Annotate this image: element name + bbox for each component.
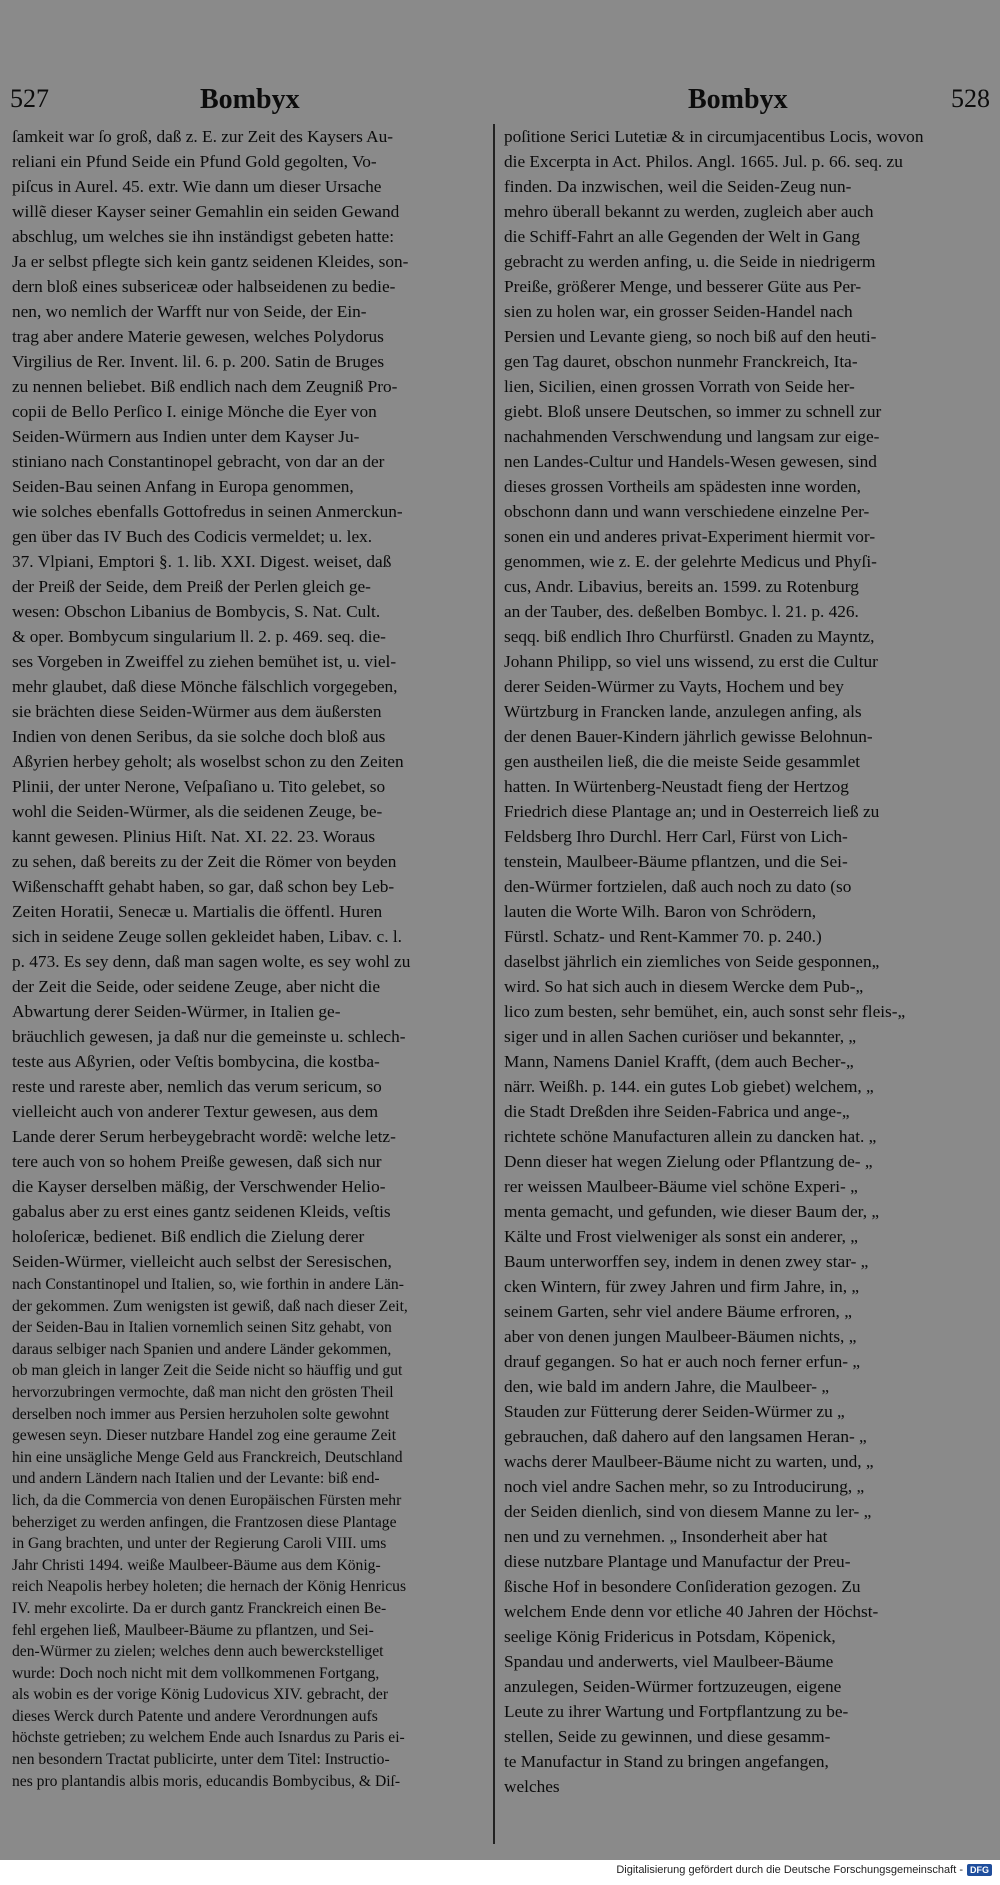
- column-rule: [493, 124, 495, 1844]
- text-line: den-Würmer fortzielen, daß auch noch zu dato (so: [504, 877, 852, 896]
- text-line: Jahr Christi 1494. weiße Maulbeer-Bäume aus dem König-: [12, 1556, 381, 1574]
- text-line: drauf gegangen. So hat er auch noch ferner erfun- „: [504, 1352, 861, 1371]
- text-line: 37. Vlpiani, Emptori §. 1. lib. XXI. Digest. weiset, daß: [12, 552, 392, 571]
- text-line: nachahmenden Verschwendung und langsam zur eige-: [504, 427, 880, 446]
- text-line: der denen Bauer-Kindern jährlich gewisse Belohnun-: [504, 727, 873, 746]
- text-line: Zeiten Horatii, Senecæ u. Martialis die öffentl. Huren: [12, 902, 383, 921]
- text-line: reich Neapolis herbey holeten; die hernach der König Henricus: [12, 1578, 407, 1596]
- text-line: stiniano nach Constantinopel gebracht, von dar an der: [12, 452, 385, 471]
- text-line: die Kayser derselben mäßig, der Verschwender Helio-: [12, 1177, 386, 1196]
- text-line: Friedrich diese Plantage an; und in Oesterreich ließ zu: [504, 802, 880, 821]
- text-line: wohl die Seiden-Würmer, als die seidenen Zeuge, be-: [12, 802, 383, 821]
- text-line: daselbst jährlich ein ziemliches von Seide gesponnen„: [504, 952, 880, 971]
- text-line: mehr glaubet, daß diese Mönche fälschlich vorgegeben,: [12, 677, 398, 696]
- text-line: Persien und Levante gieng, so noch biß auf den heuti-: [504, 327, 877, 346]
- text-line: wesen: Obschon Libanius de Bombycis, S. Nat. Cult.: [12, 602, 381, 621]
- text-line: beherziget zu werden anfingen, die Frantzosen diese Plantage: [12, 1513, 397, 1531]
- dfg-logo: DFG: [967, 1864, 992, 1876]
- text-line: Virgilius de Rer. Invent. lil. 6. p. 200. Satin de Bruges: [12, 352, 385, 371]
- text-line: holoſericæ, bedienet. Biß endlich die Zielung derer: [12, 1227, 365, 1246]
- text-line: p. 473. Es sey denn, daß man sagen wolte, es sey wohl zu: [12, 952, 411, 971]
- text-line: derselben noch immer aus Persien herzuholen solte gewohnt: [12, 1405, 390, 1423]
- text-line: Denn dieser hat wegen Zielung oder Pflantzung de- „: [504, 1152, 873, 1171]
- text-line: wird. So hat sich auch in diesem Wercke dem Pub-„: [504, 977, 864, 996]
- text-line: fehl ergehen ließ, Maulbeer-Bäume zu pflantzen, und Sei-: [12, 1621, 374, 1639]
- text-line: finden. Da inzwischen, weil die Seiden-Zeug nun-: [504, 177, 852, 196]
- text-line: in Gang brachten, und unter der Regierung Caroli VIII. ums: [12, 1535, 387, 1553]
- text-line: cken Wintern, für zwey Jahren und firm Jahre, in, „: [504, 1277, 860, 1296]
- text-line: abschlug, um welches sie ihn inständigst gebeten hatte:: [12, 227, 395, 246]
- text-line: giebt. Bloß unsere Deutschen, so immer zu schnell zur: [504, 402, 882, 421]
- text-line: seelige König Fridericus in Potsdam, Köpenick,: [504, 1627, 836, 1646]
- text-line: tenstein, Maulbeer-Bäume pflantzen, und die Sei-: [504, 852, 848, 871]
- text-line: und andern Ländern nach Italien und der Levante: biß end-: [12, 1470, 380, 1488]
- page-number-left: 527: [10, 84, 49, 113]
- text-line: teste aus Aßyrien, oder Veſtis bombycina, die kostba-: [12, 1052, 380, 1071]
- text-line: Kälte und Frost vielweniger als sonst ein anderer, „: [504, 1227, 858, 1246]
- text-line: zu sehen, daß bereits zu der Zeit die Römer von beyden: [12, 852, 397, 871]
- text-line: kannt gewesen. Plinius Hiſt. Nat. XI. 22. 23. Woraus: [12, 827, 376, 846]
- text-line: Seiden-Würmern aus Indien unter dem Kayser Ju-: [12, 427, 360, 446]
- text-line: höchste getrieben; zu welchem Ende auch Isnardus zu Paris ei-: [12, 1729, 405, 1747]
- text-line: dern bloß eines subsericeæ oder halbseidenen zu bedie-: [12, 277, 396, 296]
- text-column-left: [12, 124, 484, 1846]
- text-line: der gekommen. Zum wenigsten ist gewiß, daß nach dieser Zeit,: [12, 1297, 408, 1315]
- text-line: Seiden-Würmer, vielleicht auch selbst der Seresischen,: [12, 1252, 392, 1271]
- text-line: willẽ dieser Kayser seiner Gemahlin ein seiden Gewand: [12, 202, 400, 221]
- text-line: Spandau und anderwerts, viel Maulbeer-Bäume: [504, 1652, 834, 1671]
- text-line: wie solches ebenfalls Gottofredus in seinen Anmerckun-: [12, 502, 403, 521]
- running-head-right: Bombyx: [688, 84, 788, 115]
- text-line: stellen, Seide zu gewinnen, und diese gesamm-: [504, 1727, 831, 1746]
- text-line: Seiden-Bau seinen Anfang in Europa genommen,: [12, 477, 354, 496]
- text-line: & oper. Bombycum singularium ll. 2. p. 469. seq. die-: [12, 627, 386, 646]
- text-line: rer weissen Maulbeer-Bäume viel schöne Experi- „: [504, 1177, 858, 1196]
- text-line: sich in seidene Zeuge sollen gekleidet haben, Libav. c. l.: [12, 927, 402, 946]
- text-line: Feldsberg Ihro Durchl. Herr Carl, Fürst von Lich-: [504, 827, 848, 846]
- text-line: die Schiff-Fahrt an alle Gegenden der Welt in Gang: [504, 227, 860, 246]
- text-line: gen über das IV Buch des Codicis vermeldet; u. lex.: [12, 527, 373, 546]
- text-line: sien zu holen war, ein grosser Seiden-Handel nach: [504, 302, 853, 321]
- text-line: als wobin es der vorige König Ludovicus XIV. gebracht, der: [12, 1686, 389, 1704]
- text-line: Mann, Namens Daniel Krafft, (dem auch Becher-„: [504, 1052, 854, 1071]
- text-line: die Excerpta in Act. Philos. Angl. 1665. Jul. p. 66. seq. zu: [504, 152, 903, 171]
- text-line: anzulegen, Seiden-Würmer fortzuzeugen, eigene: [504, 1677, 842, 1696]
- text-column-right: [504, 124, 990, 1846]
- text-line: ses Vorgeben in Zweiffel zu ziehen bemühet ist, u. viel-: [12, 652, 397, 671]
- text-line: lich, da die Commercia von denen Europäischen Fürsten mehr: [12, 1491, 402, 1509]
- text-line: wurde: Doch noch nicht mit dem vollkommenen Fortgang,: [12, 1664, 380, 1682]
- text-line: gen Tag dauret, obschon nunmehr Franckreich, Ita-: [504, 352, 858, 371]
- text-line: lico zum besten, sehr bemühet, ein, auch sonst sehr fleis-„: [504, 1002, 906, 1021]
- text-line: siger und in allen Sachen curiöser und bekannter, „: [504, 1027, 857, 1046]
- text-line: gebrauchen, daß dahero auf den langsamen Heran- „: [504, 1427, 867, 1446]
- text-line: tere auch von so hohem Preiße gewesen, daß sich nur: [12, 1152, 382, 1171]
- text-line: mehro überall bekannt zu werden, zugleich aber auch: [504, 202, 874, 221]
- text-line: nach Constantinopel und Italien, so, wie forthin in andere Län-: [12, 1276, 404, 1293]
- text-line: nen und zu vernehmen. „ Insonderheit aber hat: [504, 1527, 828, 1546]
- text-line: lien, Sicilien, einen grossen Vorrath von Seide her-: [504, 377, 855, 396]
- text-line: nen, wo nemlich der Warfft nur von Seide, der Ein-: [12, 302, 367, 321]
- text-line: Ja er selbst pflegte sich kein gantz seidenen Kleides, son-: [12, 252, 409, 271]
- text-line: noch viel andre Sachen mehr, so zu Introducirung, „: [504, 1477, 865, 1496]
- text-line: Würtzburg in Francken lande, anzulegen anfing, als: [504, 702, 862, 721]
- text-line: hatten. In Würtenberg-Neustadt fieng der Hertzog: [504, 777, 849, 796]
- text-line: reste und rareste aber, nemlich das verum sericum, so: [12, 1077, 382, 1096]
- text-line: richtete schöne Manufacturen allein zu dancken hat. „: [504, 1127, 877, 1146]
- digitization-credit: [616, 1864, 992, 1876]
- text-line: Indien von denen Seribus, da sie solche doch bloß aus: [12, 727, 386, 746]
- text-line: sie brächten diese Seiden-Würmer aus dem äußersten: [12, 702, 382, 721]
- text-line: der Seiden dienlich, sind von diesem Manne zu ler- „: [504, 1502, 872, 1521]
- text-line: der Seiden-Bau in Italien vornemlich seinen Sitz gehabt, von: [12, 1319, 392, 1337]
- text-line: ſamkeit war ſo groß, daß z. E. zur Zeit des Kaysers Au-: [12, 127, 394, 146]
- text-line: der Preiß der Seide, dem Preiß der Perlen gleich ge-: [12, 577, 371, 596]
- text-line: Preiße, größerer Menge, und besserer Güte aus Per-: [504, 277, 862, 296]
- text-line: copii de Bello Perſico I. einige Mönche die Eyer von: [12, 402, 377, 421]
- text-line: hin eine unsägliche Menge Geld aus Franckreich, Deutschland: [12, 1448, 403, 1466]
- text-line: der Zeit die Seide, oder seidene Zeuge, aber nicht die: [12, 977, 381, 996]
- text-line: welches: [504, 1777, 560, 1796]
- text-line: Johann Philipp, so viel uns wissend, zu erst die Cultur: [504, 652, 878, 671]
- text-line: IV. mehr excolirte. Da er durch gantz Franckreich einen Be-: [12, 1599, 387, 1617]
- text-line: Lande derer Serum herbeygebracht wordẽ: welche letz-: [12, 1127, 396, 1146]
- text-line: bräuchlich gewesen, ja daß nur die gemeinste u. schlech-: [12, 1027, 406, 1046]
- text-line: sonen ein und anderes privat-Experiment hiermit vor-: [504, 527, 876, 546]
- text-line: piſcus in Aurel. 45. extr. Wie dann um dieser Ursache: [12, 177, 382, 196]
- text-line: nen Landes-Cultur und Handels-Wesen gewesen, sind: [504, 452, 877, 471]
- text-line: wachs derer Maulbeer-Bäume nicht zu warten, und, „: [504, 1452, 874, 1471]
- text-line: nes pro plantandis albis moris, educandis Bombycibus, & Diſ-: [12, 1772, 401, 1790]
- text-line: gewesen seyn. Dieser nutzbare Handel zog eine geraume Zeit: [12, 1427, 397, 1445]
- text-line: poſitione Serici Lutetiæ & in circumjacentibus Locis, wovon: [504, 127, 924, 146]
- page-number-right: 528: [951, 84, 990, 113]
- text-line: lauten die Worte Wilh. Baron von Schrödern,: [504, 902, 817, 921]
- text-line: reliani ein Pfund Seide ein Pfund Gold gegolten, Vo-: [12, 152, 377, 171]
- text-line: Plinii, der unter Nerone, Veſpaſiano u. Tito gelebet, so: [12, 777, 386, 796]
- text-line: seinem Garten, sehr viel andere Bäume erfroren, „: [504, 1302, 852, 1321]
- text-line: gabalus aber zu erst eines gantz seidenen Kleids, veſtis: [12, 1202, 391, 1221]
- text-line: hervorzubringen vermochte, daß man nicht den grösten Theil: [12, 1383, 394, 1401]
- text-line: nen besondern Tractat publicirte, unter dem Titel: Instructio-: [12, 1751, 390, 1769]
- text-line: gen austheilen ließ, die die meiste Seide gesammlet: [504, 752, 861, 771]
- text-line: derer Seiden-Würmer zu Vayts, Hochem und bey: [504, 677, 844, 696]
- text-line: Baum unterworffen sey, indem in denen zwey star- „: [504, 1252, 869, 1271]
- text-line: gebracht zu werden anfing, u. die Seide in niedrigerm: [504, 252, 876, 271]
- text-line: den-Würmer zu zielen; welches denn auch bewerckstelliget: [12, 1643, 384, 1661]
- text-line: cus, Andr. Libavius, bereits an. 1599. zu Rotenburg: [504, 577, 859, 596]
- text-line: Leute zu ihrer Wartung und Fortpflantzung zu be-: [504, 1702, 849, 1721]
- text-line: daraus selbiger nach Spanien und andere Länder gekommen,: [12, 1340, 392, 1358]
- text-line: vielleicht auch von anderer Textur gewesen, aus dem: [12, 1102, 379, 1121]
- text-line: trag aber andere Materie gewesen, welches Polydorus: [12, 327, 384, 346]
- text-line: welchem Ende denn vor etliche 40 Jahren der Höchst-: [504, 1602, 879, 1621]
- text-line: te Manufactur in Stand zu bringen angefangen,: [504, 1752, 829, 1771]
- text-line: ob man gleich in langer Zeit die Seide nicht so häuffig und gut: [12, 1362, 403, 1380]
- text-line: Aßyrien herbey geholt; als woselbst schon zu den Zeiten: [12, 752, 404, 771]
- text-line: den, wie bald im andern Jahre, die Maulbeer- „: [504, 1377, 829, 1396]
- text-line: Abwartung derer Seiden-Würmer, in Italien ge-: [12, 1002, 341, 1021]
- text-line: ßische Hof in besondere Conſideration gezogen. Zu: [504, 1577, 861, 1596]
- text-line: die Stadt Dreßden ihre Seiden-Fabrica und ange-„: [504, 1102, 850, 1121]
- text-line: menta gemacht, und gefunden, wie dieser Baum der, „: [504, 1202, 880, 1221]
- text-line: an der Tauber, des. deßelben Bombyc. l. 21. p. 426.: [504, 602, 859, 621]
- text-line: zu nennen beliebet. Biß endlich nach dem Zeugniß Pro-: [12, 377, 398, 396]
- text-line: seqq. biß endlich Ihro Churfürstl. Gnaden zu Mayntz,: [504, 627, 875, 646]
- text-line: närr. Weißh. p. 144. ein gutes Lob giebet) welchem, „: [504, 1077, 874, 1096]
- running-header: [0, 84, 1000, 120]
- credit-text: Digitalisierung gefördert durch die Deutsche Forschungsgemeinschaft -: [616, 1864, 963, 1876]
- text-line: dieses grossen Vortheils am spädesten inne worden,: [504, 477, 861, 496]
- text-line: diese nutzbare Plantage und Manufactur der Preu-: [504, 1552, 851, 1571]
- running-head-left: Bombyx: [200, 84, 300, 115]
- text-line: Stauden zur Fütterung derer Seiden-Würmer zu „: [504, 1402, 845, 1421]
- text-line: obschonn dann und wann verschiedene einzelne Per-: [504, 502, 870, 521]
- text-line: aber von denen jungen Maulbeer-Bäumen nichts, „: [504, 1327, 857, 1346]
- text-line: genommen, wie z. E. der gelehrte Medicus und Phyſi-: [504, 552, 877, 571]
- text-line: dieses Werck durch Patente und andere Verordnungen aufs: [12, 1707, 378, 1725]
- text-line: Fürstl. Schatz- und Rent-Kammer 70. p. 240.): [504, 927, 822, 946]
- text-line: Wißenschafft gehabt haben, so gar, daß schon bey Leb-: [12, 877, 395, 896]
